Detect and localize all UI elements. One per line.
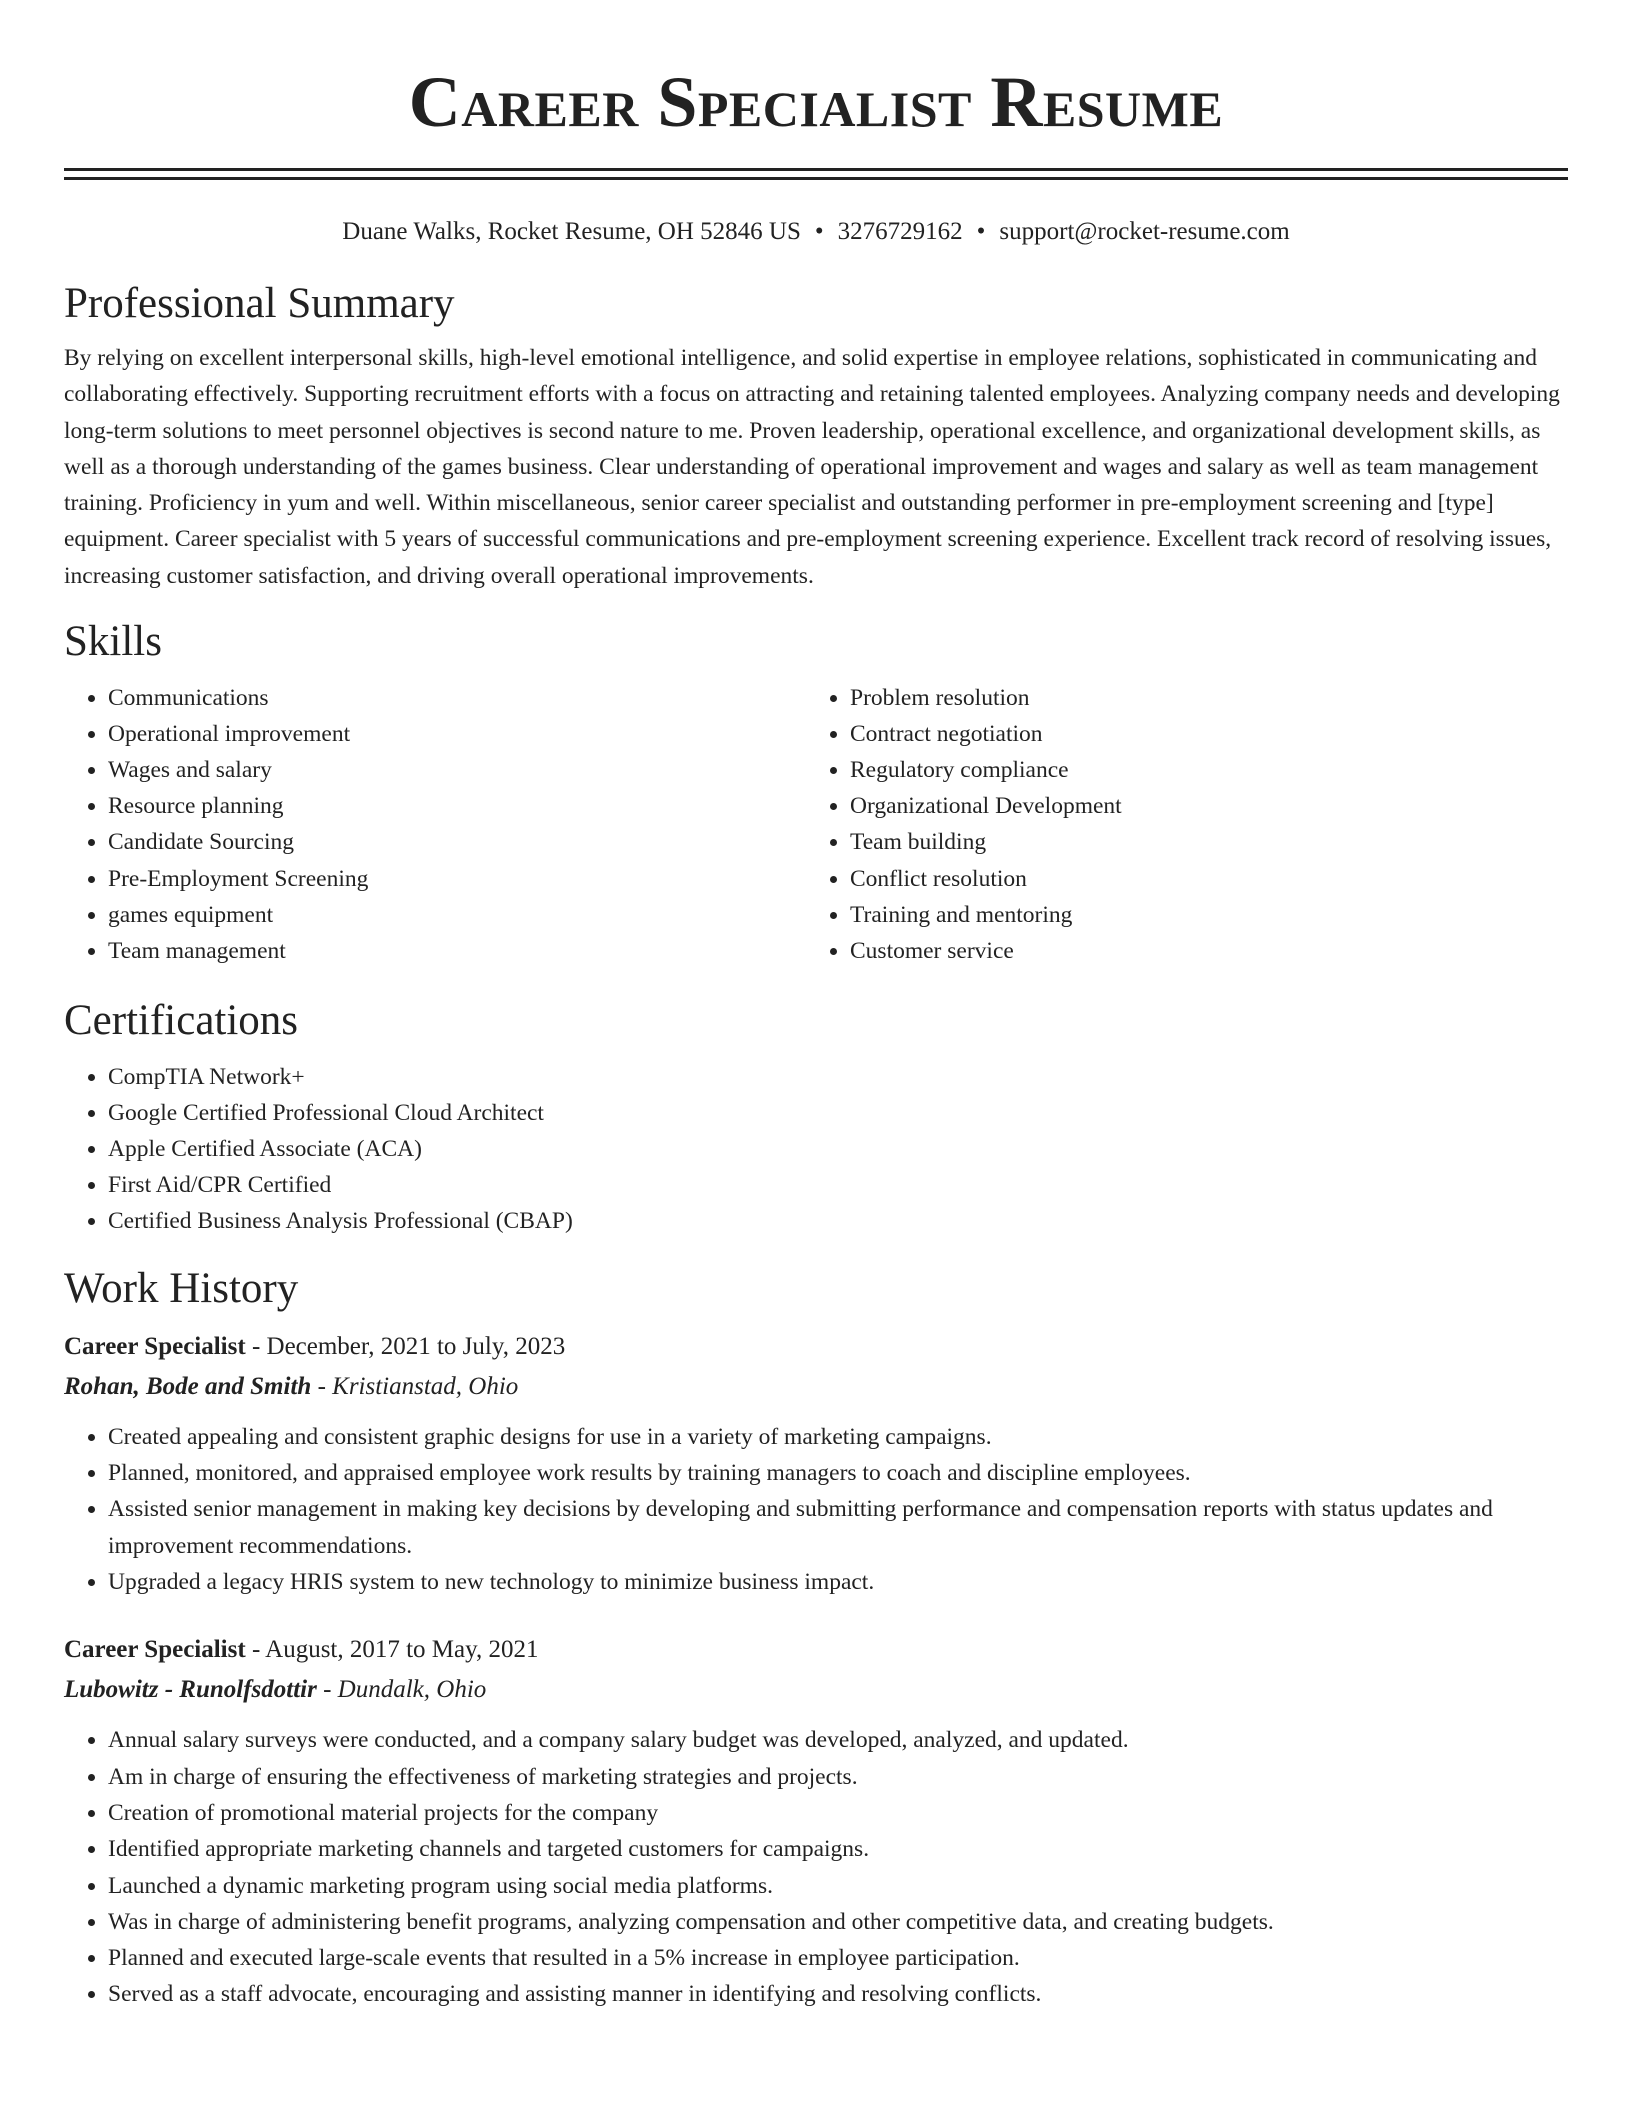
job-title-line: [64, 1329, 1568, 1365]
job-bullet: • Assisted senior management in making key decisions by developing and submitting performance and compensation reports with status updates and improvement recommendations.: [108, 1491, 1568, 1564]
skill-item: • Team building: [850, 824, 1548, 860]
page-title: Career Specialist Resume: [408, 62, 1224, 142]
job-bullet: • Upgraded a legacy HRIS system to new technology to minimize business impact.: [108, 1564, 1568, 1600]
section-heading-summary: Professional Summary: [64, 280, 455, 327]
job-company-line: [64, 1672, 1568, 1708]
summary-text: By relying on excellent interpersonal skills, high-level emotional intelligence, and solid expertise in employee relations, sophisticated in communicating and collaborating effectively. Supporting recruitment efforts with a focus on attracting and retaining talented employees. Analyzing company needs and developing long-term solutions to meet personnel objectives is second nature to me. Proven leadership, operational excellence, and organizational development skills, as well as a thorough understanding of the games business. Clear understanding of operational improvement and wages and salary as well as team management training. Proficiency in yum and well. Within miscellaneous, senior career specialist and outstanding performer in pre-employment screening and [type] equipment. Career specialist with 5 years of successful communications and pre-employment screening experience. Excellent track record of resolving issues, increasing customer satisfaction, and driving overall operational improvements.: [64, 345, 1560, 589]
skill-item: • Regulatory compliance: [850, 752, 1548, 788]
certification-item: • Certified Business Analysis Professional (CBAP): [108, 1203, 1568, 1239]
section-heading-work-history: Work History: [64, 1264, 299, 1312]
job-company-line: [64, 1369, 1568, 1405]
skill-item: • Organizational Development: [850, 788, 1548, 824]
job-company: Rohan, Bode and Smith: [64, 1372, 312, 1400]
job-bullet: • Created appealing and consistent graphic designs for use in a variety of marketing campaigns.: [108, 1419, 1568, 1455]
skill-item: • games equipment: [108, 897, 806, 933]
contact-separator: •: [976, 218, 986, 245]
job-bullet: • Identified appropriate marketing channels and targeted customers for campaigns.: [108, 1831, 1568, 1867]
job-entry: [64, 1632, 1568, 2012]
certification-item: • CompTIA Network+: [108, 1059, 1568, 1095]
certification-item: • First Aid/CPR Certified: [108, 1167, 1568, 1203]
job-bullet: • Am in charge of ensuring the effectiveness of marketing strategies and projects.: [108, 1759, 1568, 1795]
skill-item: • Training and mentoring: [850, 897, 1548, 933]
skill-item: • Contract negotiation: [850, 716, 1548, 752]
skills-list-right: [806, 680, 1548, 969]
skill-item: • Candidate Sourcing: [108, 824, 806, 860]
skill-item: • Wages and salary: [108, 752, 806, 788]
contact-phone: 3276729162: [837, 218, 963, 245]
skill-item: • Conflict resolution: [850, 861, 1548, 897]
job-entry: [64, 1329, 1568, 1600]
skills-columns: [64, 680, 1568, 969]
job-bullet: • Planned and executed large-scale events that resulted in a 5% increase in employee participation.: [108, 1940, 1568, 1976]
skill-item: • Problem resolution: [850, 680, 1548, 716]
job-dates: - August, 2017 to May, 2021: [245, 1636, 539, 1664]
contact-address: Duane Walks, Rocket Resume, OH 52846 US: [342, 218, 801, 245]
section-heading-skills: Skills: [64, 618, 162, 666]
job-bullet: • Served as a staff advocate, encouraging and assisting manner in identifying and resolving conflicts.: [108, 1976, 1568, 2012]
skills-list-left: [64, 680, 806, 969]
job-bullet: • Annual salary surveys were conducted, and a company salary budget was developed, analyzed, and updated.: [108, 1722, 1568, 1758]
job-bullet: • Creation of promotional material projects for the company: [108, 1795, 1568, 1831]
job-bullets: [64, 1419, 1568, 1600]
contact-separator: •: [814, 218, 824, 245]
certification-item: • Apple Certified Associate (ACA): [108, 1131, 1568, 1167]
section-heading-certifications: Certifications: [64, 996, 299, 1044]
certification-item: • Google Certified Professional Cloud Architect: [108, 1095, 1568, 1131]
job-title: Career Specialist: [64, 1332, 246, 1360]
job-bullet: • Planned, monitored, and appraised employee work results by training managers to coach and discipline employees.: [108, 1455, 1568, 1491]
skill-item: • Pre-Employment Screening: [108, 861, 806, 897]
job-location: - Kristianstad, Ohio: [311, 1372, 519, 1400]
skill-item: • Operational improvement: [108, 716, 806, 752]
contact-line: [64, 216, 1568, 248]
job-bullets: [64, 1722, 1568, 2012]
skill-item: • Team management: [108, 933, 806, 969]
resume-page: [64, 0, 1568, 2013]
job-dates: - December, 2021 to July, 2023: [245, 1332, 566, 1360]
title-divider-bottom: [64, 177, 1568, 180]
contact-email: support@rocket-resume.com: [999, 218, 1290, 245]
job-bullet: • Was in charge of administering benefit programs, analyzing compensation and other competitive data, and creating budgets.: [108, 1904, 1568, 1940]
job-title-line: [64, 1632, 1568, 1668]
certifications-list: [64, 1059, 1568, 1239]
job-company: Lubowitz - Runolfsdottir: [64, 1676, 317, 1704]
skill-item: • Resource planning: [108, 788, 806, 824]
skill-item: • Customer service: [850, 933, 1548, 969]
job-title: Career Specialist: [64, 1636, 246, 1664]
skill-item: • Communications: [108, 680, 806, 716]
job-location: - Dundalk, Ohio: [316, 1676, 487, 1704]
job-bullet: • Launched a dynamic marketing program using social media platforms.: [108, 1868, 1568, 1904]
